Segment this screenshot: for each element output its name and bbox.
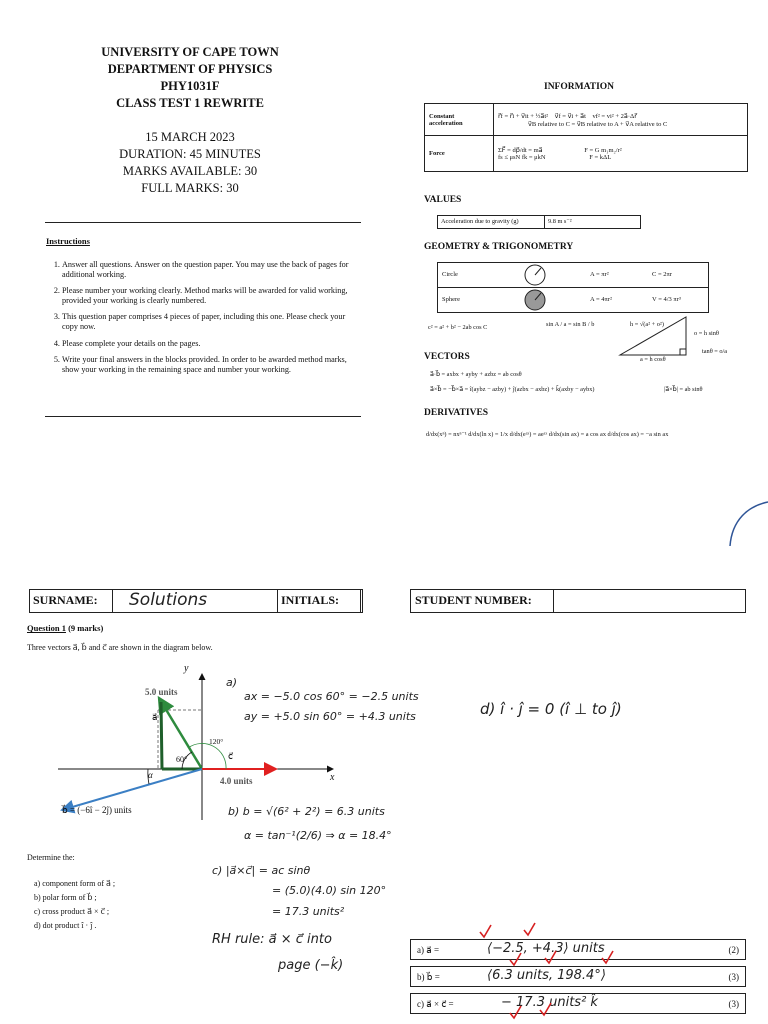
eq-friction: fs ≤ μsN fk = μkN [498, 154, 546, 161]
eq-gravitation: F = G m₁m₂/r² [584, 147, 622, 154]
working-a-line2: ay = +5.0 sin 60° = +4.3 units [244, 710, 416, 723]
marks-available: MARKS AVAILABLE: 30 [122, 164, 258, 178]
working-rh-line1: RH rule: a⃗ × c⃗ into [212, 932, 332, 947]
working-c-line3: = 17.3 units² [272, 905, 345, 918]
working-b-line2: α = tan⁻¹(2/6) ⇒ α = 18.4° [244, 829, 392, 842]
surname-label: SURNAME: [30, 590, 113, 612]
tick-icon [480, 925, 491, 937]
question-1-intro: Three vectors a⃗, b⃗ and c⃗ are shown in the diagram below. [27, 643, 213, 652]
instruction-item: 3. This question paper comprises 4 pieces of paper, including this one. Please check your copy now. [62, 312, 356, 331]
working-rh-line2: page (−k̂) [278, 958, 344, 973]
question-1-marks: (9 marks) [68, 623, 104, 633]
part-c-text: c) cross product a⃗ × c⃗ ; [34, 907, 110, 916]
part-b-text: b) polar form of b⃗ ; [34, 893, 97, 902]
information-title: INFORMATION [544, 82, 615, 92]
dot-product-formula: a⃗·b⃗ = axbx + ayby + azbz = ab cosθ [430, 371, 522, 378]
opposite-formula: o = h sinθ [694, 330, 719, 337]
cross-magnitude-formula: |a⃗×b⃗| = ab sinθ [664, 386, 703, 393]
answer-b-value[interactable]: ⟨6.3 units, 198.4°⟩ [487, 968, 606, 983]
hypotenuse-formula: h = √(a² + o²) [630, 321, 664, 328]
test-duration: DURATION: 45 MINUTES [119, 147, 261, 161]
tangent-formula: tanθ = o/a [702, 348, 728, 355]
circle-label: Circle [442, 271, 458, 278]
adjacent-formula: a = h cosθ [640, 356, 666, 363]
alpha-label: α [148, 770, 153, 780]
student-number-field[interactable] [554, 590, 745, 612]
c-vector-label: c⃗ [228, 751, 233, 761]
eq-velocity: v⃗f = v⃗i + a⃗t [554, 112, 586, 120]
determine-label: Determine the: [27, 853, 75, 862]
a-length-label: 5.0 units [145, 687, 178, 697]
cross-product-formula: a⃗×b⃗ = −b⃗×a⃗ = î(aybz − azby) + ĵ(azbx − axbz) + k̂(axby − aybx) [430, 386, 595, 393]
marking-ticks [470, 918, 630, 1024]
course-code: PHY1031F [160, 79, 220, 93]
divider-top [45, 222, 361, 223]
eq-velocity-squared: vf² = vi² + 2a⃗·Δr⃗ [592, 112, 637, 120]
instruction-item: 2. Please number your working clearly. Method marks will be awarded for valid working, provided your working is clearly numbered. [62, 286, 356, 305]
working-a-line1: ax = −5.0 cos 60° = −2.5 units [244, 690, 419, 703]
student-number-box [410, 589, 746, 613]
divider-bottom [45, 416, 361, 417]
a-vector-label: a⃗ [152, 712, 158, 722]
circle-icon [524, 264, 546, 286]
student-number-label: STUDENT NUMBER: [411, 590, 554, 612]
sphere-volume: V = 4/3 πr³ [652, 296, 681, 303]
answer-a-value[interactable]: ⟨−2.5, +4.3⟩ units [487, 941, 605, 956]
geometry-table [437, 262, 709, 313]
circle-circumference: C = 2πr [652, 271, 672, 278]
instructions-title: Instructions [46, 236, 90, 246]
full-marks: FULL MARKS: 30 [141, 181, 239, 195]
instruction-item: 4. Please complete your details on the pages. [62, 339, 356, 349]
answer-c-label: c) a⃗ × c⃗ = [417, 999, 454, 1009]
c-length-label: 4.0 units [220, 776, 253, 786]
working-d-line1: d) î · ĵ = 0 (î ⊥ to ĵ) [480, 700, 622, 718]
vector-b-arrow [62, 769, 202, 810]
working-a-mark: a) [226, 676, 238, 689]
working-c-line2: = (5.0)(4.0) sin 120° [272, 884, 387, 897]
instruction-item: 5. Write your final answers in the blocks provided. In order to be awarded method marks, show your working in the remaining space and number your working. [62, 355, 356, 374]
vectors-title: VECTORS [424, 352, 470, 362]
question-1-heading [27, 623, 103, 633]
tick-icon [510, 1006, 521, 1018]
eq-relative-velocity: v⃗B relative to C = v⃗B relative to A + v⃗A relative to C [528, 120, 668, 128]
tick-icon [510, 953, 521, 965]
answer-c-marks: (3) [728, 999, 739, 1009]
angle-120-label: 120° [209, 737, 224, 746]
right-triangle-icon [618, 315, 690, 357]
question-1-title: Question 1 [27, 623, 66, 633]
gravity-label: Acceleration due to gravity (g) [438, 216, 545, 228]
derivatives-title: DERIVATIVES [424, 408, 489, 418]
b-vector-label: b⃗ = (−6î − 2ĵ) units [62, 805, 132, 815]
answer-b-label: b) b⃗ = [417, 972, 440, 982]
eq-newton-second: ΣF⃗ = dp⃗/dt = ma⃗ [498, 147, 543, 154]
constant-acceleration-label: Constant acceleration [425, 104, 494, 136]
answer-a-marks: (2) [728, 945, 739, 955]
circle-area: A = πr² [590, 271, 609, 278]
answer-a-label: a) a⃗ = [417, 945, 440, 955]
instruction-item: 1. Answer all questions. Answer on the question paper. You may use the back of pages for additional working. [62, 260, 356, 279]
values-title: VALUES [424, 195, 462, 205]
sphere-area: A = 4πr² [590, 296, 612, 303]
answer-b-marks: (3) [728, 972, 739, 982]
initials-field[interactable] [361, 590, 362, 612]
initials-label: INITIALS: [278, 590, 361, 612]
angle-60-label: 60° [176, 755, 188, 764]
tick-icon [540, 1003, 551, 1015]
department-name: DEPARTMENT OF PHYSICS [107, 62, 273, 76]
working-b-line1: b) b = √(6² + 2²) = 6.3 units [228, 805, 385, 818]
x-axis-label: x [330, 772, 335, 783]
part-d-text: d) dot product î · ĵ . [34, 921, 97, 930]
student-details-box [29, 589, 363, 613]
gravity-value-box [437, 215, 641, 229]
part-a-text: a) component form of a⃗ ; [34, 879, 116, 888]
information-table [424, 103, 748, 172]
answer-c-value[interactable]: − 17.3 units² k̂ [501, 995, 598, 1010]
tick-icon [545, 951, 556, 963]
surname-field[interactable]: Solutions [113, 590, 278, 612]
sphere-icon [524, 289, 546, 311]
sine-rule: sin A / a = sin B / b [546, 321, 595, 328]
eq-position: r⃗f = r⃗i + v⃗it + ½a⃗t² [498, 112, 549, 120]
tick-icon [524, 923, 535, 935]
sphere-label: Sphere [442, 296, 461, 303]
test-title: CLASS TEST 1 REWRITE [116, 96, 264, 110]
decorative-arc [726, 498, 768, 548]
tick-icon [602, 951, 613, 963]
cosine-rule: c² = a² + b² − 2ab cos C [428, 324, 488, 331]
instructions-list [46, 260, 356, 381]
working-c-line1: c) |a⃗×c⃗| = ac sinθ [212, 864, 311, 877]
y-axis-label: y [184, 663, 189, 674]
question-parts [34, 877, 115, 933]
eq-hooke: F = kΔL [589, 154, 612, 161]
derivatives-formulas: d/dx(xⁿ) = nxⁿ⁻¹ d/dx(ln x) = 1/x d/dx(eᵃˣ) = aeᵃˣ d/dx(sin ax) = a cos ax d/dx(cos ax) = −a sin ax [426, 431, 669, 438]
gravity-value: 9.8 m s⁻² [548, 218, 572, 225]
force-label: Force [425, 136, 494, 172]
university-name: UNIVERSITY OF CAPE TOWN [101, 45, 279, 59]
geometry-title: GEOMETRY & TRIGONOMETRY [424, 242, 574, 252]
test-date: 15 MARCH 2023 [145, 130, 235, 144]
